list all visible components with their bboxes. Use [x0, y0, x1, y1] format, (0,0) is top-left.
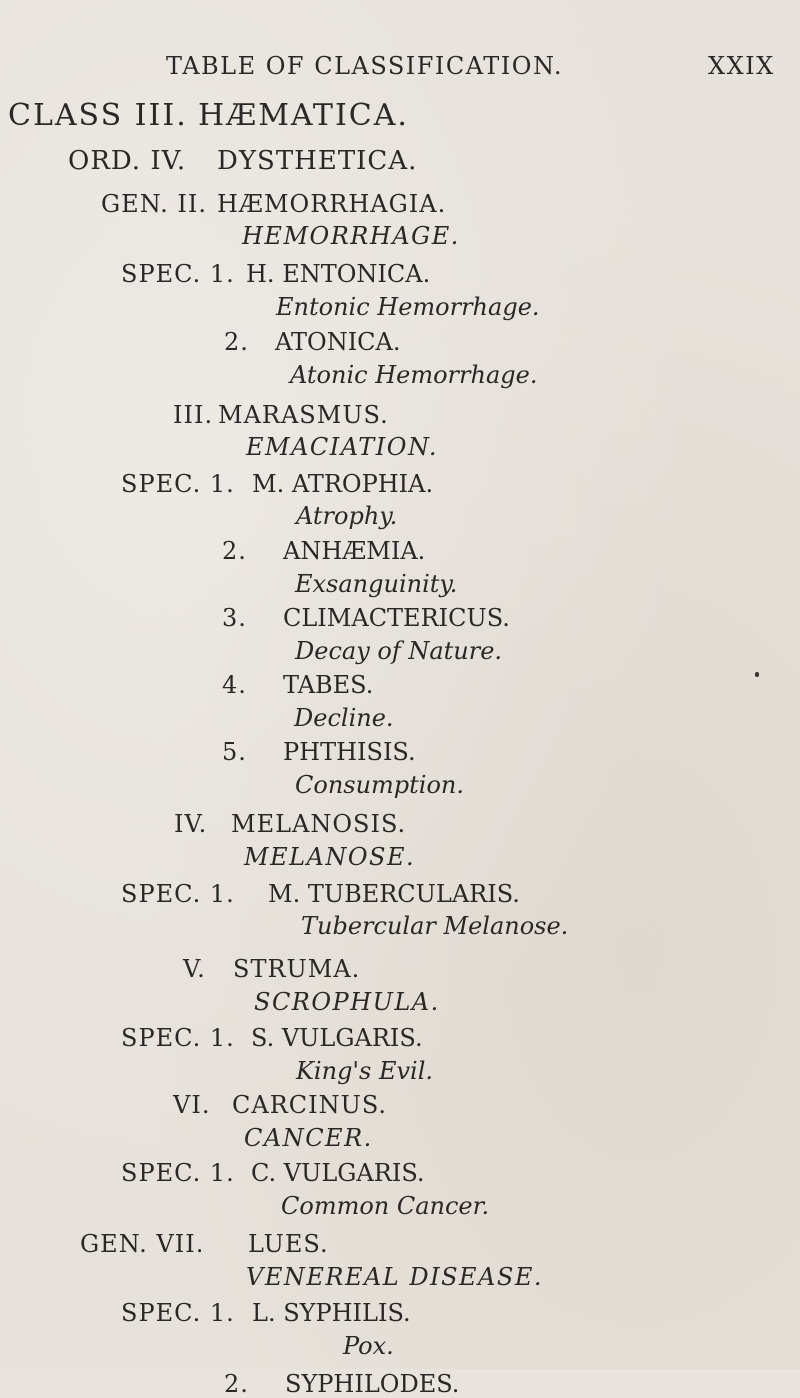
genus-name: HÆMORRHAGIA.	[217, 190, 447, 218]
species-name: CLIMACTERICUS.	[283, 604, 510, 632]
genus-name: CARCINUS.	[232, 1091, 388, 1119]
species-common: King's Evil.	[296, 1057, 434, 1085]
genus-label: VI.	[173, 1091, 211, 1119]
species-common: Common Cancer.	[281, 1192, 490, 1220]
genus-english: MELANOSE.	[244, 843, 416, 871]
species-common: Entonic Hemorrhage.	[276, 293, 540, 321]
species-common: Pox.	[343, 1332, 394, 1360]
page-number: XXIX	[708, 52, 775, 80]
species-name: S. VULGARIS.	[251, 1024, 423, 1052]
genus-english: SCROPHULA.	[254, 988, 440, 1016]
species-common: Decline.	[294, 704, 394, 732]
genus-english: EMACIATION.	[246, 433, 439, 461]
class-name: HÆMATICA.	[198, 98, 409, 133]
species-name: PHTHISIS.	[283, 738, 416, 766]
species-prefix: SPEC. 1.	[121, 1024, 235, 1052]
species-name: TABES.	[283, 671, 374, 699]
genus-name: MARASMUS.	[218, 401, 389, 429]
species-common: Exsanguinity.	[295, 570, 458, 598]
species-prefix: 2.	[224, 328, 249, 356]
species-name: C. VULGARIS.	[251, 1159, 425, 1187]
species-common: Atonic Hemorrhage.	[290, 361, 538, 389]
genus-name: STRUMA.	[233, 955, 361, 983]
species-common: Atrophy.	[296, 502, 398, 530]
genus-label: GEN. II.	[101, 190, 208, 218]
species-name: M. ATROPHIA.	[252, 470, 434, 498]
species-common: Decay of Nature.	[295, 637, 503, 665]
species-prefix: SPEC. 1.	[121, 1299, 235, 1327]
species-prefix: 2.	[224, 1370, 249, 1398]
species-name: H. ENTONICA.	[246, 260, 431, 288]
ink-speck	[755, 672, 759, 677]
genus-label: V.	[183, 955, 206, 983]
genus-label: IV.	[174, 810, 208, 838]
species-prefix: SPEC. 1.	[121, 880, 235, 908]
species-prefix: SPEC. 1.	[121, 260, 235, 288]
running-header-title: TABLE OF CLASSIFICATION.	[166, 52, 564, 80]
species-prefix: 3.	[222, 604, 247, 632]
species-name: ANHÆMIA.	[283, 537, 426, 565]
species-prefix: SPEC. 1.	[121, 1159, 235, 1187]
genus-label: III.	[173, 401, 214, 429]
species-common: Tubercular Melanose.	[301, 912, 569, 940]
genus-label: GEN. VII.	[80, 1230, 205, 1258]
genus-english: VENEREAL DISEASE.	[246, 1263, 543, 1291]
genus-name: LUES.	[248, 1230, 329, 1258]
class-label: CLASS III.	[8, 98, 188, 133]
species-prefix: 5.	[222, 738, 247, 766]
genus-english: CANCER.	[244, 1124, 373, 1152]
species-prefix: 2.	[222, 537, 247, 565]
species-name: L. SYPHILIS.	[252, 1299, 411, 1327]
species-prefix: SPEC. 1.	[121, 470, 235, 498]
species-name: SYPHILODES.	[285, 1370, 460, 1398]
species-common: Consumption.	[295, 771, 465, 799]
order-name: DYSTHETICA.	[217, 146, 418, 176]
order-label: ORD. IV.	[68, 146, 187, 176]
species-name: ATONICA.	[275, 328, 401, 356]
genus-name: MELANOSIS.	[231, 810, 407, 838]
species-prefix: 4.	[222, 671, 247, 699]
species-name: M. TUBERCULARIS.	[268, 880, 520, 908]
genus-english: HEMORRHAGE.	[242, 222, 460, 250]
